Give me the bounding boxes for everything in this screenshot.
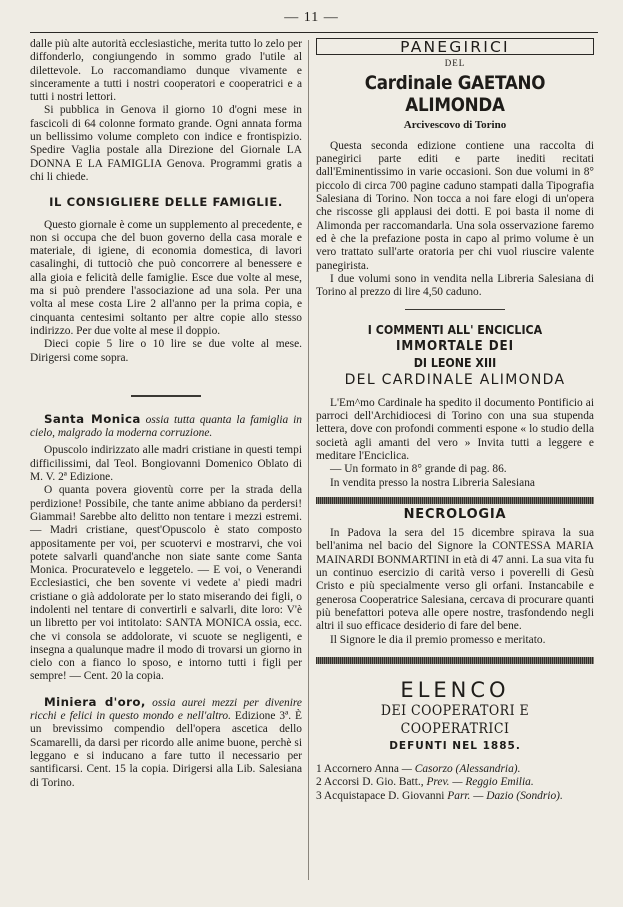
header-rule [30,32,598,33]
list-item-place: Parr. — Dazio (Sondrio). [447,789,563,802]
santa-monica-paragraph-2: O quanta povera gioventù corre per la strada della perdizione! Possibile, che tante anime abbiano da perdersi! Giammai! Sarebbe alto delitto non tentare i mezzi estremi. — Madri cristiane, quest'Opuscolo è stato composto appositamente per voi, per scuotervi e mostrarvi, che voi potete salvarli quand'anche non siate sante come Santa Monica. Procuratevelo e leggetelo. — E voi, o Venerandi Ecclesiastici, che ben sovente vi vedete a' piedi madri cristiane o già addolorate per lo stato miserando dei figli, o indolenti nel tentare di convertirli e salvarli, dite loro: V'è un libretto per voi intitolato: SANTA MONICA ossia, ecc. che vi consola se addolorate, vi scuote se negligenti, e insegna a qualunque madre il modo di trovarsi un giorno in cielo con a fianco lo sposo, e intorno tutti i figli per sempre! — Cent. 20 la copia. [30,484,302,683]
del-cardinale-heading: DEL CARDINALE ALIMONDA [344,372,566,389]
miniera-title: Miniera d'oro, [44,694,146,709]
commenti-sale: In vendita presso la nostra Libreria Salesiana [330,476,535,489]
commenti-line-1b: IMMORTALE DEI [395,339,515,355]
santa-monica-paragraph-1: Opuscolo indirizzato alle madri cristiane in questi tempi difficilissimi, dal Teol. Bongiovanni Domenico Oblato di M. V. 2ª Edizione. [30,444,302,484]
consigliere-paragraph-2: Dieci copie 5 lire o 10 lire se due volte al mese. Dirigersi come sopra. [30,338,302,364]
elenco-heading: ELENCO [400,677,510,702]
santa-monica-heading [30,413,302,441]
list-item [316,776,594,789]
necrologia-heading: NECROLOGIA [403,506,507,522]
cardinal-name: Cardinale GAETANO ALIMONDA [364,71,546,116]
hatched-rule [316,657,594,664]
column-divider [308,40,309,880]
list-item-place: Prev. — Reggio Emilia. [426,776,534,789]
panegirici-title: PANEGIRICI [316,38,594,55]
publish-paragraph: Si pubblica in Genova il giorno 10 d'ogni mese in fascicoli di 64 colonne formato grande. Ogni annata forma un bellissimo volume completo con indice e frontispizio. Spedire Vaglia postale alla Direzione del Giornale LA DONNA E LA FAMIGLIA Genova. Programmi gratis a chi li chiede. [30,104,302,183]
list-item-place: — Casorzo (Alessandria). [401,763,521,776]
arcivescovo-label: Arcivescovo di Torino [403,118,507,131]
list-item-name: Acquistapace D. Giovanni [323,789,445,802]
necrologia-body: In Padova la sera del 15 dicembre spirava la sua bell'anima nel bacio del Signore la CONTESSA MARIA MAINARDI BONMARTINI in età di 47 anni. La sua vita fu un continuo esercizio di carità verso i poverelli di Gesù Cristo e più specialmente verso gli orfani. Instancabile e generosa Cooperatrice Salesiana, cercava di procurare quanti più benefattori poteva alle opere nostre, trasfondendo negli altri il suo efficace desiderio di fare del bene. [316,527,594,633]
left-column [30,38,302,790]
panegirici-sale: I due volumi sono in vendita nella Libreria Salesiana di Torino al prezzo di lire 4,50 caduno. [316,272,594,299]
commenti-title [327,322,583,371]
elenco-subtitle: DEI COOPERATORI E COOPERATRICI [380,702,530,737]
defunti-list [316,763,594,803]
santa-monica-subtitle: ossia tutta quanta la famiglia in cielo, malgrado la moderna corruzione. [30,413,302,440]
list-item-name: Accornero Anna [323,763,399,776]
miniera-subtitle: ossia aurei mezzi per divenire ricchi e felici in questo mondo e nell'altro. [30,696,302,723]
list-item-number: 3 [316,789,322,802]
consigliere-heading: IL CONSIGLIERE DELLE FAMIGLIE. [49,195,283,210]
list-item-number: 1 [316,763,322,776]
santa-monica-title: Santa Monica [44,411,141,426]
section-separator [405,309,505,310]
right-column [316,38,594,803]
miniera-paragraph [30,696,302,790]
commenti-body: L'Em^mo Cardinale ha spedito il documento Pontificio ai parroci dell'Archidiocesi di Torino con una sua stupenda lettera, dove con profondi commenti espone « lo studio della società agli amanti del vero » Invita tutti a leggere e meditare l'Enciclica. [316,396,594,462]
commenti-format: — Un formato in 8° grande di pag. 86. [330,463,507,476]
list-item [316,763,594,776]
intro-paragraph: dalle più alte autorità ecclesiastiche, merita tutto lo zelo per diffonderlo, congiungendo in sommo grado l'utile al dilettevole. Lo raccomandiamo dunque vivamente e sinceramente a tutti i nostri cooperatori e cooperatrici e a tutti i nostri lettori. [30,38,302,104]
list-item-name: Accorsi D. Gio. Batt., [323,776,424,789]
miniera-body: Edizione 3ª. È un brevissimo compendio dell'opera ascetica dello Scamarelli, da darsi per ricordo alle anime buone, perchè si leggano e si inducano a fare tutto il necessario per santificarsi. Cent. 15 la copia. Dirigersi alla Lib. Salesiana di Torino. [30,710,302,789]
section-separator [131,395,201,397]
del-label: DEL [444,58,466,69]
page-number: — 11 — [284,10,339,25]
consigliere-paragraph-1: Questo giornale è come un supplemento al precedente, e non si occupa che del buon governo della casa morale e materiale, di igiene, di economia domestica, di lavori casalinghi, di tuttociò che può concorrere al benessere e alla gioia e felicità delle famiglie. Esce due volte al mese, ma si può prendere l'associazione ad una sola. Per una volta al mese costa Lire 2 all'anno per la prima copia, e cinquanta centesimi soltanto per altre copie allo stesso indirizzo. Per due volte al mese il doppio. [30,218,302,337]
list-item-number: 2 [316,776,322,789]
hatched-rule [316,497,594,504]
necrologia-close: Il Signore le dia il premio promesso e meritato. [330,633,546,646]
panegirici-body: Questa seconda edizione contiene una raccolta di panegirici parte editi e parte inediti recitati dall'Eminentissimo in varie occasioni. Son due volumi in 8° piccolo di circa 700 pagine caduno stampati dalla Tipografia Salesiana di Torino. Non tocca a noi fare elogi di un'opera che riscosse gli applausi dei dotti. E poi basta il nome di Alimonda per raccomandarla. Una sola osservazione faremo ed è che la prefazione posta in capo al primo volume è un vero trattato sull'arte oratoria per chi vuol riuscire valente panegirista. [316,139,594,272]
defunti-heading: DEFUNTI NEL 1885. [389,739,521,752]
list-item [316,790,594,803]
commenti-line-2: DI LEONE XIII [413,356,497,371]
commenti-line-1a: I COMMENTI ALL' ENCICLICA [367,323,543,338]
